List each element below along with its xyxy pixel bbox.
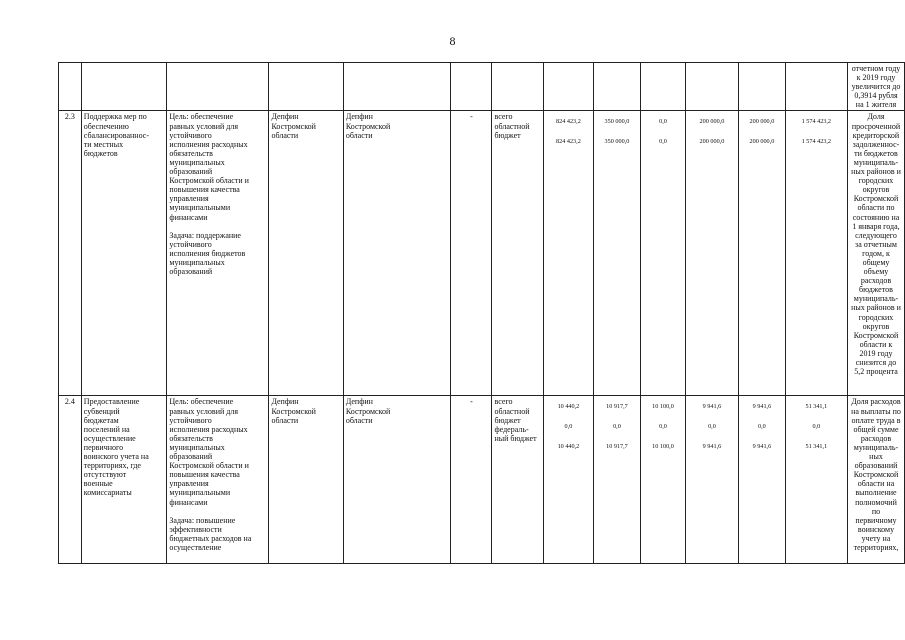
executor: [269, 111, 343, 396]
text-line: Задача: повышение: [169, 515, 236, 525]
text-line: Цель: обеспечение: [169, 112, 234, 122]
program-table: [58, 62, 905, 564]
value-cell: 824 423,2: [556, 118, 581, 126]
task-text: [169, 231, 266, 276]
text-line: муниципаль-: [853, 157, 899, 167]
value-cell: 51 341,1: [805, 443, 828, 451]
text-line: области по: [857, 203, 895, 213]
text-line: области: [271, 130, 299, 140]
text-line: городских: [858, 176, 894, 186]
text-line: финансами: [169, 497, 208, 507]
value-cell: 10 100,0: [652, 443, 674, 451]
value-cell: 0,0: [613, 423, 621, 431]
event-name: [81, 111, 167, 396]
text-line: муниципальных: [169, 442, 225, 452]
text-line: Депфин: [271, 112, 299, 122]
text-line: осуществление: [83, 433, 136, 443]
text-line: по: [871, 506, 881, 516]
funding-sources: [492, 396, 544, 564]
value-cell: 0,0: [812, 423, 821, 431]
indicator-continuation: [847, 63, 904, 111]
text-line: ных районов и: [851, 167, 901, 177]
text-line: ти бюджетов: [854, 148, 898, 158]
text-line: всего: [494, 397, 513, 407]
value-cell: 51 341,1: [805, 403, 828, 411]
text-line: отсутствуют: [83, 470, 127, 480]
text-line: областной бюджет: [494, 121, 530, 140]
value-col-5: [739, 396, 786, 564]
text-line: комиссариаты: [83, 488, 132, 498]
value-cell: 200 000,0: [699, 118, 725, 126]
text-line: Костромской: [853, 470, 899, 480]
text-line: 5,2 процента: [854, 367, 898, 377]
value-cell: 9 941,6: [752, 403, 772, 411]
text-line: территориях,: [853, 542, 899, 552]
row-number: 2.4: [59, 396, 82, 564]
text-line: Костромской: [345, 406, 391, 416]
text-line: поселений на: [83, 424, 130, 434]
participant: [343, 111, 451, 396]
value-cell: 0,0: [659, 423, 667, 431]
page-number: 8: [449, 34, 456, 48]
text-line: равных условий для: [169, 406, 238, 416]
text-line: полномочий: [855, 497, 897, 507]
text-line: отчетном году: [851, 64, 901, 73]
value-cell: 10 440,2: [557, 443, 580, 451]
text-line: Депфин: [345, 112, 373, 122]
text-line: ных: [869, 452, 883, 462]
goal-and-task: [167, 396, 269, 564]
value-cell: 1 574 423,2: [801, 138, 832, 146]
text-line: бюджетам: [83, 415, 119, 425]
text-line: Депфин: [345, 397, 373, 407]
text-line: Доля: [867, 112, 885, 122]
text-line: исполнения расходных: [169, 139, 248, 149]
text-line: финансами: [169, 212, 208, 222]
text-line: объему: [863, 267, 889, 277]
text-line: годом, к: [862, 248, 890, 258]
executor: [269, 396, 343, 564]
text-line: исполнения бюджетов: [169, 248, 246, 258]
text-line: муниципаль-: [853, 442, 899, 452]
text-line: учету на: [861, 533, 891, 543]
table-row: [59, 111, 905, 396]
term: -: [451, 396, 492, 564]
text-line: управления: [169, 194, 209, 204]
text-line: муниципаль-: [853, 294, 899, 304]
text-line: военные: [83, 479, 113, 489]
event-name: [81, 396, 167, 564]
value-cell: 0,0: [659, 118, 667, 126]
text-line: территориях, где: [83, 461, 141, 471]
text-line: Костромской: [853, 330, 899, 340]
text-line: муниципальными: [169, 203, 231, 213]
text-line: Предоставление: [83, 397, 140, 407]
value-col-4: [685, 396, 738, 564]
value-col-4: [685, 111, 738, 396]
text-line: Костромской области и: [169, 176, 249, 186]
text-line: муниципальными: [169, 488, 231, 498]
text-line: субвенций: [83, 406, 120, 416]
text-line: 1 января года,: [852, 221, 900, 231]
value-cell: 10 917,7: [606, 403, 628, 411]
text-line: Цель: обеспечение: [169, 397, 234, 407]
value-cell: 9 941,6: [702, 403, 722, 411]
table-row-continuation: [59, 63, 905, 111]
value-col-5: [739, 111, 786, 396]
text-line: Костромской: [271, 121, 316, 131]
participant: [343, 396, 451, 564]
text-line: Депфин: [271, 397, 299, 407]
text-line: ных районов и: [851, 303, 901, 313]
text-line: обязательств: [169, 433, 213, 443]
text-line: к 2019 году: [856, 73, 896, 83]
value-col-total: [785, 111, 847, 396]
text-line: Костромской: [853, 194, 899, 204]
text-line: первичному: [855, 515, 897, 525]
text-line: округов: [862, 321, 890, 331]
value-cell: 200 000,0: [749, 138, 775, 146]
text-line: области на: [857, 479, 895, 489]
text-line: обеспечению: [83, 121, 129, 131]
value-cell: 1 574 423,2: [801, 118, 832, 126]
value-cell: 0,0: [758, 423, 766, 431]
text-line: федераль-ный бюджет: [494, 424, 537, 443]
text-line: области: [271, 415, 299, 425]
text-line: выполнение: [855, 488, 897, 498]
text-line: за отчетным: [855, 239, 897, 249]
text-line: обязательств: [169, 148, 213, 158]
value-cell: 200 000,0: [749, 118, 775, 126]
text-line: повышения качества: [169, 470, 240, 480]
goal-text: [169, 112, 266, 221]
goal-and-task: [167, 111, 269, 396]
text-line: муниципальных: [169, 257, 225, 267]
text-line: образований: [169, 266, 213, 276]
text-line: области: [345, 415, 373, 425]
value-cell: 200 000,0: [699, 138, 725, 146]
text-line: округов: [862, 185, 890, 195]
funding-sources: [492, 111, 544, 396]
text-line: образований: [169, 167, 213, 177]
text-line: на выплаты по: [851, 406, 901, 416]
value-cell: 350 000,0: [604, 118, 630, 126]
value-cell: 10 100,0: [652, 403, 674, 411]
text-line: расходов: [860, 433, 892, 443]
text-line: воинскому: [857, 524, 895, 534]
text-line: осуществление: [169, 542, 222, 552]
text-line: 2019 году: [859, 348, 893, 358]
text-line: устойчивого: [169, 239, 212, 249]
goal-text: [169, 397, 266, 506]
text-line: бюджетов: [859, 285, 893, 295]
value-cell: 10 440,2: [557, 403, 580, 411]
text-line: эффективности: [169, 524, 222, 534]
task-text: [169, 516, 266, 552]
text-line: расходов: [860, 276, 892, 286]
text-line: на 1 жителя: [855, 100, 897, 110]
value-cell: 0,0: [708, 423, 716, 431]
value-col-2: [593, 111, 641, 396]
value-cell: 9 941,6: [752, 443, 772, 451]
value-col-1: [544, 396, 593, 564]
text-line: бюджетов: [83, 148, 118, 158]
text-line: устойчивого: [169, 130, 212, 140]
row-number: 2.3: [59, 111, 82, 396]
text-line: увеличится до: [851, 82, 901, 92]
text-line: воинского учета на: [83, 452, 149, 462]
text-line: областной бюджет: [494, 406, 530, 425]
text-line: Доля расходов: [851, 397, 901, 407]
text-line: повышения качества: [169, 185, 240, 195]
text-line: сбалансированнос-: [83, 130, 149, 140]
indicator: [847, 111, 904, 396]
text-line: бюджетных расходов на: [169, 533, 252, 543]
value-col-1: [544, 111, 593, 396]
value-col-2: [593, 396, 641, 564]
text-line: Костромской области и: [169, 461, 249, 471]
value-col-3: [641, 396, 686, 564]
value-cell: 9 941,6: [702, 443, 722, 451]
value-cell: 824 423,2: [556, 138, 581, 146]
value-col-total: [785, 396, 847, 564]
text-line: Костромской: [345, 121, 391, 131]
text-line: первичного: [83, 442, 124, 452]
text-line: задолженнос-: [852, 139, 900, 149]
text-line: Задача: поддержание: [169, 230, 241, 240]
text-line: ти местных: [83, 139, 124, 149]
text-line: общему: [862, 257, 890, 267]
text-line: кредиторской: [852, 130, 900, 140]
text-line: Поддержка мер по: [83, 112, 147, 122]
text-line: области: [345, 130, 373, 140]
text-line: устойчивого: [169, 415, 212, 425]
value-cell: 10 917,7: [606, 443, 628, 451]
text-line: оплате труда в: [851, 415, 901, 425]
text-line: образований: [854, 461, 898, 471]
text-line: управления: [169, 479, 209, 489]
text-line: снизится до: [855, 358, 897, 367]
text-line: следующего: [855, 230, 897, 240]
value-cell: 350 000,0: [604, 138, 630, 146]
text-line: образований: [169, 452, 213, 462]
value-cell: 0,0: [659, 138, 667, 146]
value-col-3: [641, 111, 686, 396]
text-line: просроченной: [851, 121, 901, 131]
text-line: 0,3914 рубля: [854, 91, 898, 101]
text-line: общей сумме: [853, 424, 899, 434]
text-line: всего: [494, 112, 513, 122]
text-line: равных условий для: [169, 121, 238, 131]
indicator: [847, 396, 904, 564]
text-line: исполнения расходных: [169, 424, 248, 434]
text-line: муниципальных: [169, 157, 225, 167]
table-row: [59, 396, 905, 564]
text-line: области к: [859, 339, 893, 349]
text-line: состоянию на: [852, 212, 900, 222]
text-line: Костромской: [271, 406, 316, 416]
term: -: [451, 111, 492, 396]
text-line: городских: [858, 312, 894, 322]
value-cell: 0,0: [564, 423, 573, 431]
